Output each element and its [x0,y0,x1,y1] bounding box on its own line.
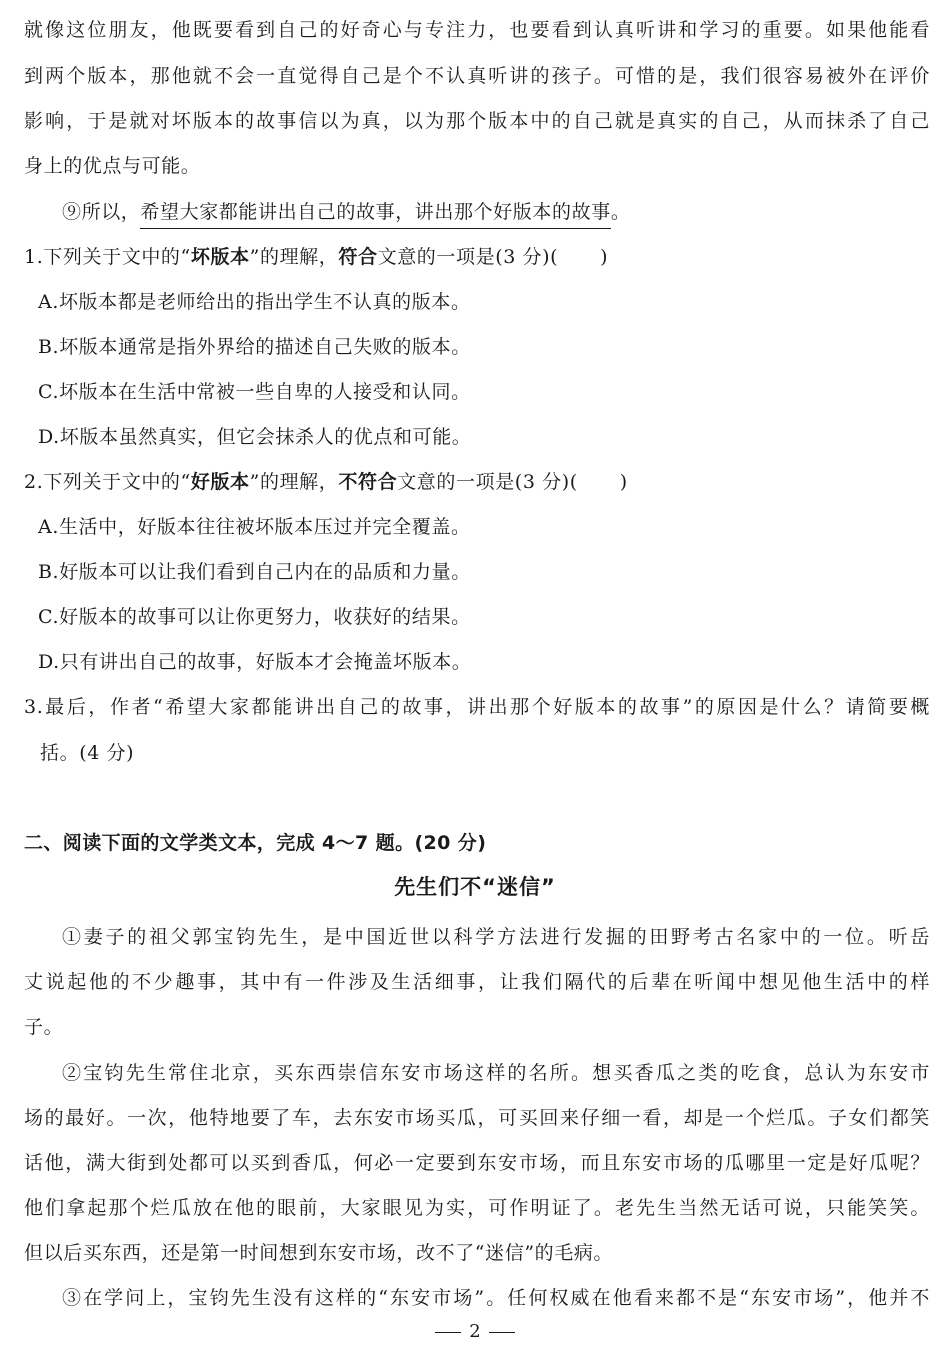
question-1-option-c: C.坏版本在生活中常被一些自卑的人接受和认同。 [38,381,471,403]
passage-line: 身上的优点与可能。 [24,155,201,177]
section-heading: 二、阅读下面的文学类文本，完成 4～7 题。(20 分) [24,832,487,854]
emphasis-char: 符 [357,471,378,493]
emphasis-char: 合 [377,471,398,493]
question-2-stem [24,469,930,495]
question-1-prefix: 1.下列关于文中的“ [24,246,191,268]
page-footer [0,1320,950,1344]
emphasis-char: 合 [357,246,378,268]
question-1-middle: ”的理解， [249,246,339,268]
question-1-keyword: 坏版本 [190,246,250,268]
question-1-close: ) [600,246,609,268]
question-1-option-b: B.坏版本通常是指外界给的描述自己失败的版本。 [38,336,471,358]
paragraph-9-underlined-sentence: 希望大家都能讲出自己的故事，讲出那个好版本的故事 [140,199,610,229]
question-1-stem [24,244,930,270]
footer-dash-left [435,1332,461,1333]
footer-dash-right [489,1332,515,1333]
emphasis-char: 符 [338,246,358,268]
question-1-suffix: 文意的一项是(3 分)( [377,246,559,268]
question-2-middle: ”的理解， [249,471,339,493]
question-2-option-a: A.生活中，好版本往往被坏版本压过并完全覆盖。 [38,516,471,538]
passage-line: 话他，满大街到处都可以买到香瓜，何必一定要到东安市场，而且东安市场的瓜哪里一定是好瓜呢？ [24,1152,930,1174]
passage-line: 子。 [24,1016,64,1038]
passage-line: 就像这位朋友，他既要看到自己的好奇心与专注力，也要看到认真听讲和学习的重要。如果他能看 [24,19,930,41]
question-2-suffix: 文意的一项是(3 分)( [397,471,578,493]
paragraph-9-number: ⑨所以， [62,201,141,223]
passage-line: 他们拿起那个烂瓜放在他的眼前，大家眼见为实，可作明证了。老先生当然无话可说，只能笑笑。 [24,1197,930,1219]
page-number: 2 [469,1321,481,1342]
question-2-option-b: B.好版本可以让我们看到自己内在的品质和力量。 [38,561,471,583]
question-1-option-d: D.坏版本虽然真实，但它会抹杀人的优点和可能。 [38,426,472,448]
passage-line: 到两个版本，那他就不会一直觉得自己是个不认真听讲的孩子。可惜的是，我们很容易被外在评价 [24,65,930,87]
question-1-option-a: A.坏版本都是老师给出的指出学生不认真的版本。 [38,291,471,313]
question-2-option-d: D.只有讲出自己的故事，好版本才会掩盖坏版本。 [38,651,472,673]
paragraph-9-end: 。 [610,201,631,223]
passage-line: 丈说起他的不少趣事，其中有一件涉及生活细事，让我们隔代的后辈在听闻中想见他生活中的样 [24,971,930,993]
question-2-keyword: 好版本 [190,471,250,493]
article-title: 先生们不“迷信” [394,875,556,899]
passage-line: ③在学问上，宝钧先生没有这样的“东安市场”。任何权威在他看来都不是“东安市场”，他并不 [62,1287,930,1309]
question-3-stem-continued: 括。(4 分) [40,742,135,764]
question-2-close: ) [619,471,628,493]
passage-line: 场的最好。一次，他特地要了车，去东安市场买瓜，可买回来仔细一看，却是一个烂瓜。子女们都笑 [24,1107,930,1129]
passage-line: ①妻子的祖父郭宝钧先生，是中国近世以科学方法进行发掘的田野考古名家中的一位。听岳 [62,926,930,948]
question-2-option-c: C.好版本的故事可以让你更努力，收获好的结果。 [38,606,471,628]
question-3-stem: 3.最后，作者“希望大家都能讲出自己的故事，讲出那个好版本的故事”的原因是什么？请简要概 [24,696,930,718]
emphasis-char: 不 [338,471,358,493]
passage-line: 影响，于是就对坏版本的故事信以为真，以为那个版本中的自己就是真实的自己，从而抹杀了自己 [24,110,930,132]
passage-line: 但以后买东西，还是第一时间想到东安市场，改不了“迷信”的毛病。 [24,1242,614,1264]
question-2-prefix: 2.下列关于文中的“ [24,471,191,493]
passage-line: ②宝钧先生常住北京，买东西崇信东安市场这样的名所。想买香瓜之类的吃食，总认为东安市 [62,1062,930,1084]
paragraph-9 [62,199,930,229]
